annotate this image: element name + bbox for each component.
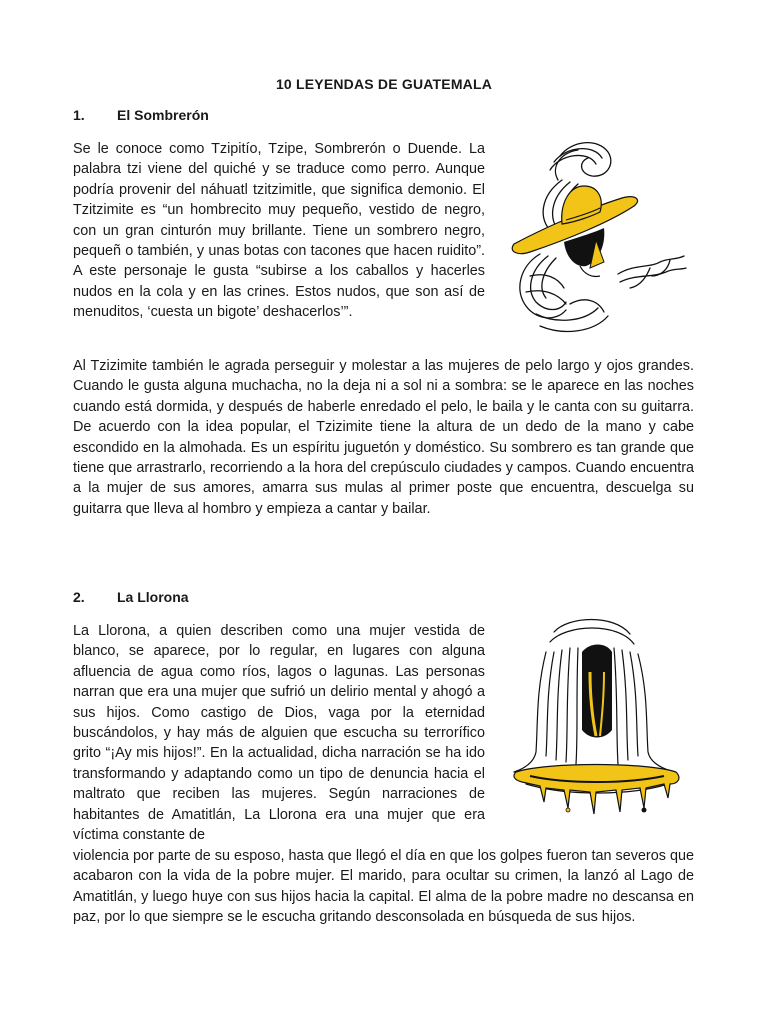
- sombreron-paragraph-1: Se le conoce como Tzipitío, Tzipe, Sombrerón o Duende. La palabra tzi viene del quiché y se traduce como perro. Aunque podría provenir del náhuatl tzitzimitle, que significa demonio. El Tzitzimite es “un hombrecito muy pequeño, vestido de negro, con un gran cinturón muy brillante. Tiene un sombrero negro, pequeñ o también, y unas botas con tacones que hacen ruidito”. A este personaje le gusta “subirse a los caballos y hacerles nudos en la cola y en las crines. Estos nudos, que son así de menuditos, ‘cuesta un bigote’ deshacerlos’”.: [73, 141, 485, 321]
- section-number: 2.: [73, 589, 85, 605]
- section-number: 1.: [73, 107, 85, 123]
- section-title: La Llorona: [117, 589, 189, 605]
- llorona-illustration: [506, 612, 686, 817]
- section-heading-llorona: [73, 589, 189, 605]
- document-title: 10 LEYENDAS DE GUATEMALA: [275, 76, 493, 92]
- llorona-paragraph-1: La Llorona, a quien describen como una mujer vestida de blanco, se aparece, por lo regular, en lugares con alguna afluencia de agua como ríos, lagos o lagunas. Las personas narran que era una mujer que sufrió un delirio mental y ahogó a sus hijos. Como castigo de Dios, vaga por la eternidad buscándolos, y hay más de alguien que escucha su terrorífico grito “¡Ay mis hijos!”. En la actualidad, dicha narración se ha ido transformando y adaptando como un tipo de denuncia hacia el maltrato que reciben las mujeres. Según narraciones de habitantes de Amatitlán, La Llorona era una mujer que era víctima constante de: [73, 623, 485, 844]
- llorona-paragraph-2: violencia por parte de su esposo, hasta que llegó el día en que los golpes fueron tan severos que acabaron con la vida de la pobre mujer. El marido, para ocultar su crimen, la lanzó al Lago de Amatitlán, y luego huye con sus hijos hacia la capital. El alma de la pobre madre no descansa en paz, por lo que siempre se le escucha gritando desconsolada en búsqueda de sus hijos.: [73, 848, 694, 926]
- section-heading-sombreron: [73, 107, 209, 123]
- sombreron-paragraph-2: Al Tzizimite también le agrada perseguir y molestar a las mujeres de pelo largo y ojos grandes. Cuando le gusta alguna muchacha, no la deja ni a sol ni a sombra: se le aparece en las noches cuando está dormida, y después de haberle enredado el pelo, le baila y le canta con su guitarra. De acuerdo con la idea popular, el Tzizimite tiene la altura de un dedo de la mano y cabe escondido en la almohada. Es un espíritu juguetón y doméstico. Su sombrero es tan grande que tiene que arrastrarlo, recorriendo a la hora del crepúsculo ciudades y campos. Cuando encuentra a la mujer de sus amores, amarra sus mulas al primer poste que encuentra, descuelga su guitarra que lleva al hombro y empieza a cantar y bailar.: [73, 358, 694, 517]
- section-title: El Sombrerón: [117, 107, 209, 123]
- sombreron-illustration: [500, 136, 690, 341]
